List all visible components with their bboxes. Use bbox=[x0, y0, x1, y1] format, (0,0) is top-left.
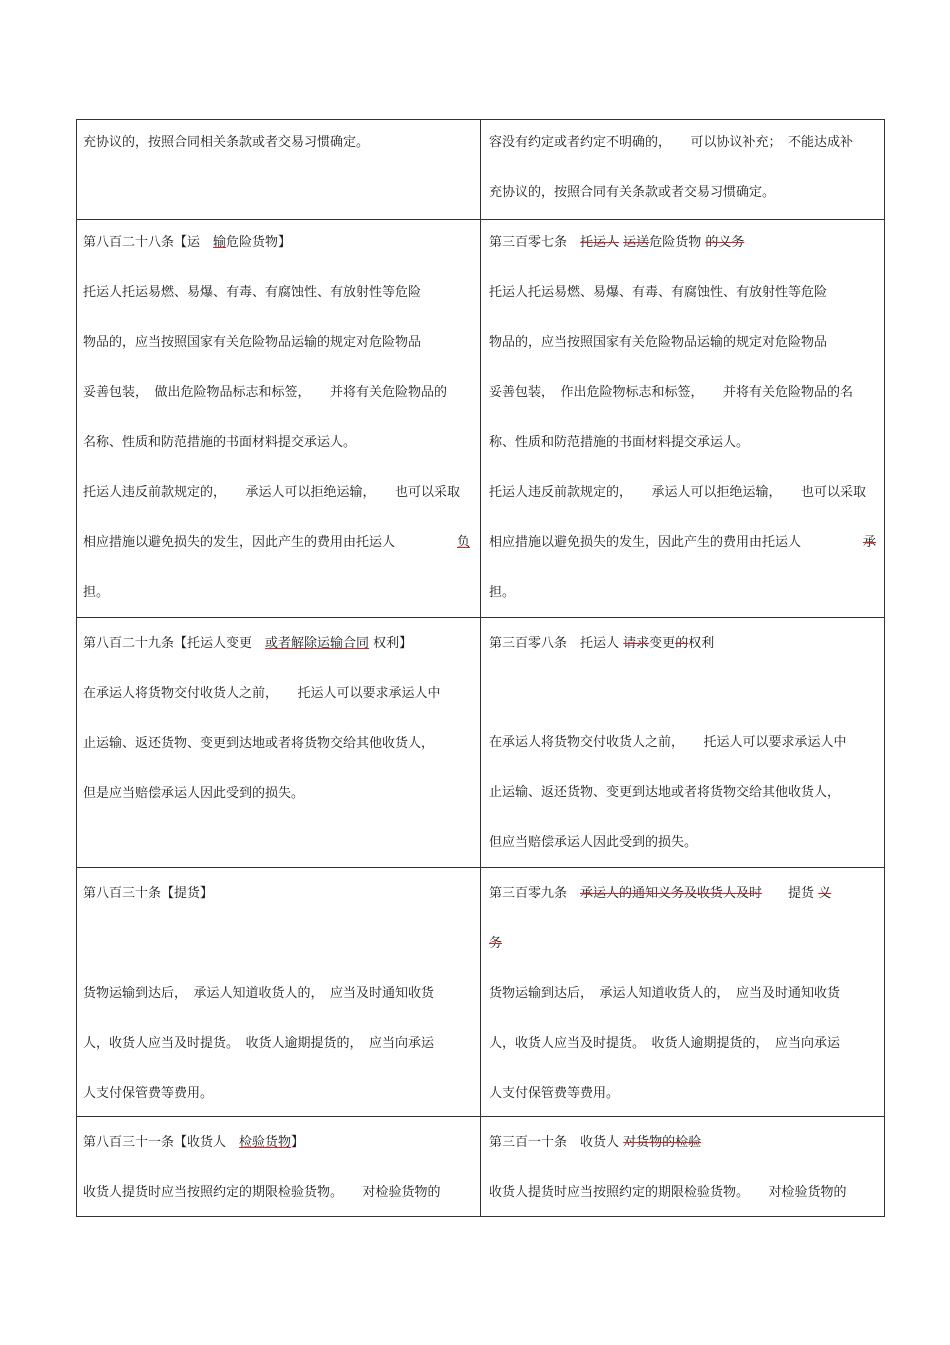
inserted-text: 输 bbox=[213, 235, 227, 250]
text-line: 托运人违反前款规定的， 承运人可以拒绝运输， 也可以采取 bbox=[83, 485, 461, 500]
text-line: 相应措施以避免损失的发生，因此产生的费用由托运人 bbox=[83, 535, 396, 550]
article-title: 第三百零七条 托运人 运送危险货物 的义务 bbox=[489, 235, 745, 250]
deleted-text: 的 bbox=[675, 636, 689, 651]
text-line: 托运人托运易燃、易爆、有毒、有腐蚀性、有放射性等危险 bbox=[83, 285, 422, 300]
text-line: 名称、性质和防范措施的书面材料提交承运人。 bbox=[83, 435, 357, 450]
text-line: 但是应当赔偿承运人因此受到的损失。 bbox=[83, 786, 305, 801]
deleted-text: 运送 bbox=[623, 235, 650, 250]
deleted-text: 承 bbox=[863, 535, 877, 550]
inserted-text: 或者解除运输合同 bbox=[265, 636, 370, 651]
text-line: 收货人提货时应当按照约定的期限检验货物。 对检验货物的 bbox=[83, 1185, 441, 1200]
article-title: 第八百三十条【提货】 bbox=[83, 886, 214, 901]
deleted-text: 务 bbox=[489, 936, 503, 951]
table-rule bbox=[480, 119, 481, 1217]
text-line: 人，收货人应当及时提货。 收货人逾期提货的， 应当向承运 bbox=[83, 1036, 435, 1051]
text-line: 人支付保管费等费用。 bbox=[83, 1086, 214, 1101]
text-line: 止运输、返还货物、变更到达地或者将货物交给其他收货人， bbox=[83, 736, 435, 751]
article-title: 第三百零八条 托运人 请求变更的权利 bbox=[489, 636, 715, 651]
text-line: 称、性质和防范措施的书面材料提交承运人。 bbox=[489, 435, 750, 450]
text-line: 人支付保管费等费用。 bbox=[489, 1086, 620, 1101]
text-line: 止运输、返还货物、变更到达地或者将货物交给其他收货人， bbox=[489, 785, 841, 800]
deleted-text: 的义务 bbox=[705, 235, 745, 250]
text-line: 货物运输到达后， 承运人知道收货人的， 应当及时通知收货 bbox=[489, 986, 841, 1001]
text-line: 货物运输到达后， 承运人知道收货人的， 应当及时通知收货 bbox=[83, 986, 435, 1001]
text-line: 担。 bbox=[489, 585, 516, 600]
article-title: 第三百一十条 收货人 对货物的检验 bbox=[489, 1135, 702, 1150]
text-line: 充协议的，按照合同有关条款或者交易习惯确定。 bbox=[489, 185, 776, 200]
comparison-table bbox=[76, 119, 885, 1217]
text-line: 妥善包装， 作出危险物标志和标签， 并将有关危险物品的名 bbox=[489, 385, 854, 400]
text-line: 担。 bbox=[83, 585, 110, 600]
article-title: 第三百零九条 承运人的通知义务及收货人及时 提货 义 bbox=[489, 886, 832, 901]
deleted-text: 承运人的通知义务及收货人及时 bbox=[580, 886, 763, 901]
text-line: 相应措施以避免损失的发生，因此产生的费用由托运人 bbox=[489, 535, 802, 550]
deleted-text: 请求 bbox=[623, 636, 650, 651]
article-title: 第八百三十一条【收货人 检验货物】 bbox=[83, 1135, 305, 1150]
inserted-text: 检验货物 bbox=[239, 1135, 292, 1150]
text-line: 充协议的，按照合同相关条款或者交易习惯确定。 bbox=[83, 135, 370, 150]
deleted-text: 托运人 bbox=[580, 235, 620, 250]
text-line: 但应当赔偿承运人因此受到的损失。 bbox=[489, 835, 698, 850]
text-line: 物品的，应当按照国家有关危险物品运输的规定对危险物品 bbox=[83, 335, 422, 350]
deleted-text: 对货物的检验 bbox=[623, 1135, 702, 1150]
inserted-text: 负 bbox=[457, 535, 471, 550]
text-line: 人，收货人应当及时提货。 收货人逾期提货的， 应当向承运 bbox=[489, 1036, 841, 1051]
article-title: 第八百二十八条【运 输危险货物】 bbox=[83, 235, 292, 250]
text-line: 在承运人将货物交付收货人之前， 托运人可以要求承运人中 bbox=[83, 686, 441, 701]
text-line: 容没有约定或者约定不明确的， 可以协议补充； 不能达成补 bbox=[489, 135, 854, 150]
text-line: 托运人违反前款规定的， 承运人可以拒绝运输， 也可以采取 bbox=[489, 485, 867, 500]
text-line: 妥善包装， 做出危险物品标志和标签， 并将有关危险物品的 bbox=[83, 385, 448, 400]
text-line: 在承运人将货物交付收货人之前， 托运人可以要求承运人中 bbox=[489, 735, 847, 750]
deleted-text: 义 bbox=[818, 886, 832, 901]
text-line: 收货人提货时应当按照约定的期限检验货物。 对检验货物的 bbox=[489, 1185, 847, 1200]
table-rule bbox=[884, 119, 885, 1217]
table-rule bbox=[76, 119, 77, 1217]
text-line: 物品的，应当按照国家有关危险物品运输的规定对危险物品 bbox=[489, 335, 828, 350]
text-line: 托运人托运易燃、易爆、有毒、有腐蚀性、有放射性等危险 bbox=[489, 285, 828, 300]
article-title: 第八百二十九条【托运人变更 或者解除运输合同 权利】 bbox=[83, 636, 413, 651]
